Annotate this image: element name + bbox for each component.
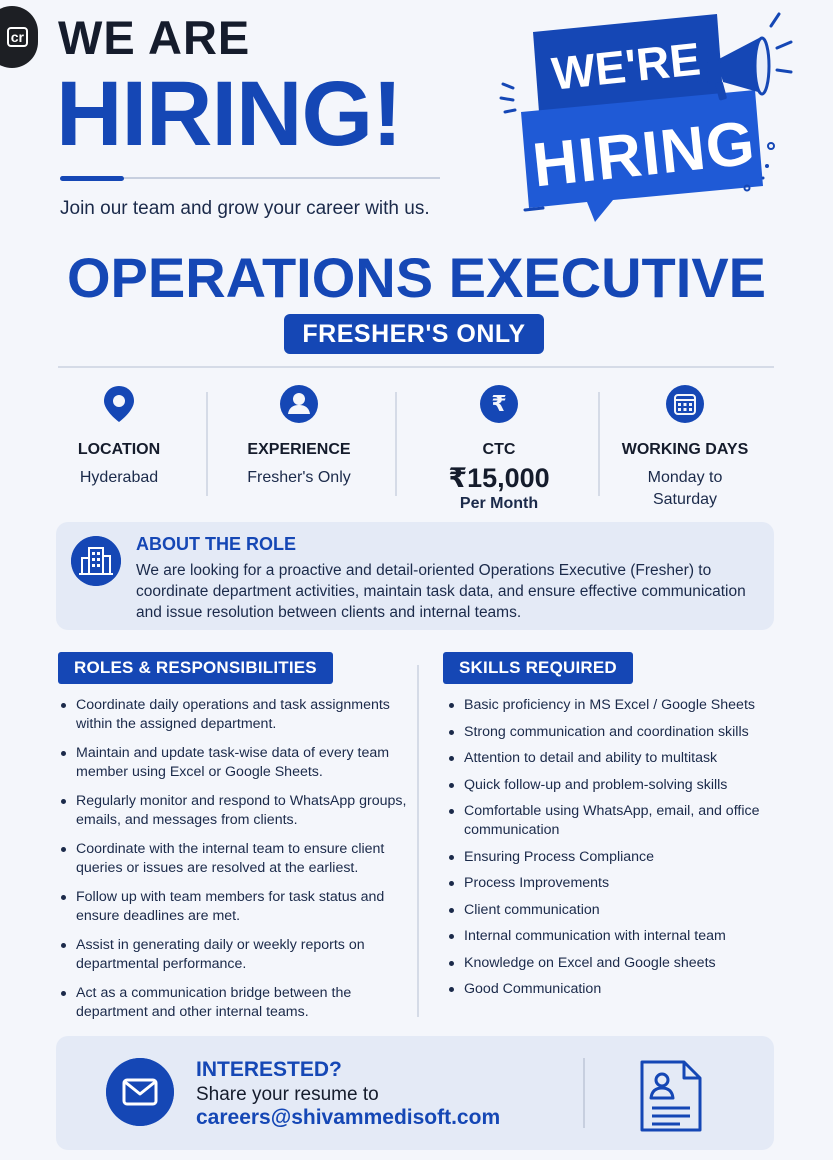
about-title: ABOUT THE ROLE xyxy=(136,534,296,554)
location-pin-icon xyxy=(99,384,139,424)
info-separator xyxy=(395,392,397,496)
banner-were: WE'RE xyxy=(549,32,703,100)
list-item: Basic proficiency in MS Excel / Google Sheets xyxy=(446,696,776,715)
divider xyxy=(58,366,774,368)
header-tagline: Join our team and grow your career with us. xyxy=(60,198,430,219)
list-item: Ensuring Process Compliance xyxy=(446,848,776,867)
location-label: LOCATION xyxy=(77,441,161,458)
corner-badge: cr xyxy=(0,6,38,68)
experience-label: EXPERIENCE xyxy=(247,441,351,458)
info-experience xyxy=(204,384,394,489)
list-item: Regularly monitor and respond to WhatsApp groups, emails, and messages from clients. xyxy=(58,792,408,830)
interested-title: INTERESTED? xyxy=(196,1058,342,1081)
list-item: Act as a communication bridge between the department and other internal teams. xyxy=(58,984,408,1022)
user-icon xyxy=(279,384,319,424)
list-item: Client communication xyxy=(446,901,776,920)
header-rule xyxy=(124,177,440,179)
info-ctc xyxy=(404,384,594,513)
list-item: Attention to detail and ability to multitask xyxy=(446,749,776,768)
list-item: Internal communication with internal team xyxy=(446,927,776,946)
working-days-value-line2: Saturday xyxy=(652,491,718,508)
list-item: Quick follow-up and problem-solving skills xyxy=(446,776,776,795)
ctc-label: CTC xyxy=(482,441,516,458)
building-icon xyxy=(71,536,121,586)
list-item: Strong communication and coordination skills xyxy=(446,723,776,742)
share-resume-text: Share your resume to xyxy=(196,1084,379,1105)
resume-document-icon xyxy=(636,1058,706,1134)
contact-separator xyxy=(583,1058,585,1128)
job-title: OPERATIONS EXECUTIVE xyxy=(66,246,767,309)
careers-email-link[interactable]: careers@shivammedisoft.com xyxy=(196,1106,501,1129)
list-item: Coordinate daily operations and task assignments within the assigned department. xyxy=(58,696,408,734)
ctc-period: Per Month xyxy=(459,495,539,512)
working-days-value-line1: Monday to xyxy=(647,469,723,486)
info-working-days xyxy=(590,384,780,511)
header-rule-accent xyxy=(60,176,124,181)
working-days-label: WORKING DAYS xyxy=(621,441,749,458)
list-item: Comfortable using WhatsApp, email, and office communication xyxy=(446,802,776,840)
list-item: Coordinate with the internal team to ensure client queries or issues are resolved at the earliest. xyxy=(58,840,408,878)
about-text: We are looking for a proactive and detail-oriented Operations Executive (Fresher) to coordinate department activities, maintain task data, and ensure effective communication and issue resolution between clients and internal teams. xyxy=(136,562,746,621)
list-item: Good Communication xyxy=(446,980,776,999)
list-item: Follow up with team members for task status and ensure deadlines are met. xyxy=(58,888,408,926)
mail-icon xyxy=(106,1058,174,1126)
header-hiring: HIRING! xyxy=(56,63,402,165)
roles-heading: ROLES & RESPONSIBILITIES xyxy=(58,652,333,684)
list-item: Assist in generating daily or weekly reports on departmental performance. xyxy=(58,936,408,974)
list-item: Maintain and update task-wise data of every team member using Excel or Google Sheets. xyxy=(58,744,408,782)
banner-hiring: HIRING xyxy=(529,108,759,200)
ctc-value: ₹15,000 xyxy=(448,463,550,493)
info-location xyxy=(24,384,214,489)
rupee-icon xyxy=(479,384,519,424)
list-item: Knowledge on Excel and Google sheets xyxy=(446,954,776,973)
roles-list xyxy=(58,696,408,1032)
list-item: Process Improvements xyxy=(446,874,776,893)
calendar-icon xyxy=(665,384,705,424)
experience-value: Fresher's Only xyxy=(247,469,351,486)
svg-text:₹: ₹ xyxy=(491,392,507,417)
freshers-tag: FRESHER'S ONLY xyxy=(284,314,544,354)
column-separator xyxy=(417,665,419,1017)
skills-heading: SKILLS REQUIRED xyxy=(443,652,633,684)
header-we-are: WE ARE xyxy=(58,11,251,64)
skills-list xyxy=(446,696,776,1007)
location-value: Hyderabad xyxy=(79,469,159,486)
